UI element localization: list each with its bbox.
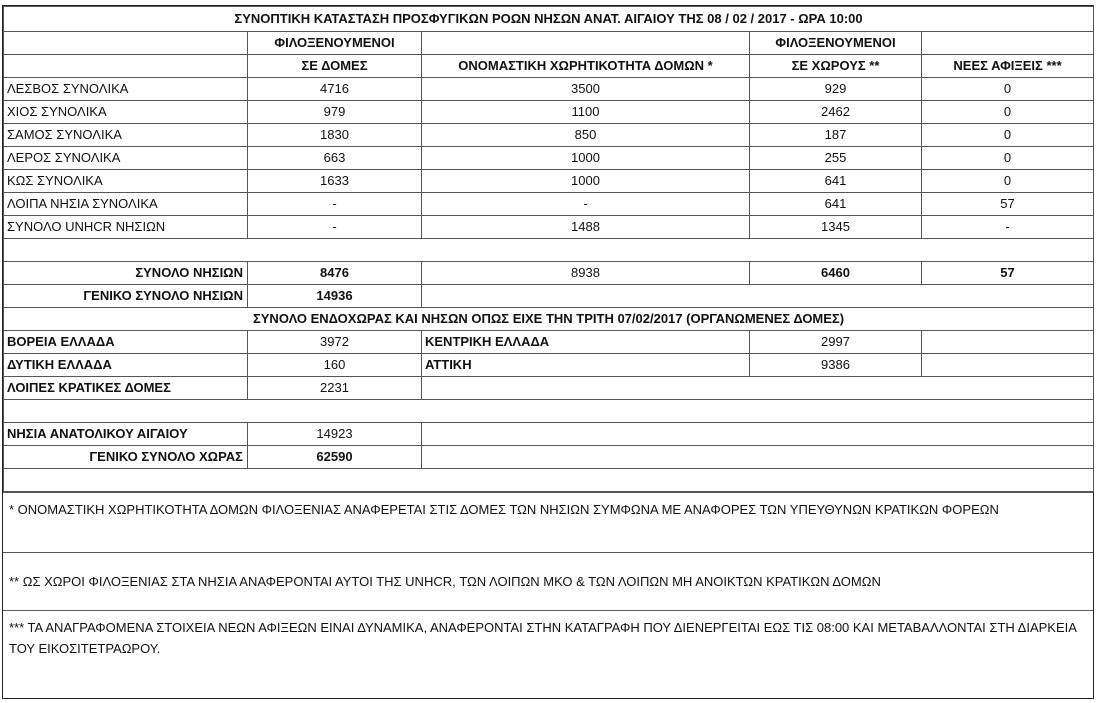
west-greece-label: ΔΥΤΙΚΗ ΕΛΛΑΔΑ [4,354,248,377]
new-arrivals: 0 [922,124,1094,147]
hosted-spaces: 929 [750,78,922,101]
capacity: 1000 [422,170,750,193]
mainland-title: ΣΥΝΟΛΟ ΕΝΔΟΧΩΡΑΣ ΚΑΙ ΝΗΣΩΝ ΟΠΩΣ ΕΙΧΕ ΤΗΝ ΤΡΙΤΗ 07/02/2017 (ΟΡΓΑΝΩΜΕΝΕΣ ΔΟΜΕΣ) [4,308,1094,331]
islands-grand-total-row [4,285,1094,308]
empty-cell [422,446,1094,469]
report-sheet [2,5,1094,699]
islands-total-spaces: 6460 [750,262,922,285]
islands-total-capacity: 8938 [422,262,750,285]
islands-total-label: ΣΥΝΟΛΟ ΝΗΣΙΩΝ [4,262,248,285]
header-hosted-structures-2: ΣΕ ΔΟΜΕΣ [248,55,422,78]
attica-value: 9386 [750,354,922,377]
header-capacity: ΟΝΟΜΑΣΤΙΚΗ ΧΩΡΗΤΙΚΟΤΗΤΑ ΔΟΜΩΝ * [422,55,750,78]
empty-cell [422,423,1094,446]
island-name: ΛΕΣΒΟΣ ΣΥΝΟΛΙΚΑ [4,78,248,101]
islands-total-row [4,262,1094,285]
new-arrivals: 0 [922,170,1094,193]
table-row [4,216,1094,239]
footnotes [3,492,1093,676]
mainland-row-1 [4,331,1094,354]
header-row-1 [4,32,1094,55]
new-arrivals: 57 [922,193,1094,216]
central-greece-value: 2997 [750,331,922,354]
other-structures-label: ΛΟΙΠΕΣ ΚΡΑΤΙΚΕΣ ΔΟΜΕΣ [4,377,248,400]
country-total-label: ΓΕΝΙΚΟ ΣΥΝΟΛΟ ΧΩΡΑΣ [4,446,248,469]
spacer-row [4,239,1094,262]
header-hosted-structures-1: ΦΙΛΟΞΕΝΟΥΜΕΝΟΙ [248,32,422,55]
new-arrivals: 0 [922,78,1094,101]
spacer-cell [4,239,1094,262]
new-arrivals: 0 [922,101,1094,124]
hosted-spaces: 2462 [750,101,922,124]
capacity: 850 [422,124,750,147]
island-name: ΛΕΡΟΣ ΣΥΝΟΛΙΚΑ [4,147,248,170]
island-name: ΣΥΝΟΛΟ UNHCR ΝΗΣΙΩΝ [4,216,248,239]
capacity: - [422,193,750,216]
header-hosted-spaces-2: ΣΕ ΧΩΡΟΥΣ ** [750,55,922,78]
aegean-row [4,423,1094,446]
spacer-row [4,469,1094,492]
aegean-value: 14923 [248,423,422,446]
hosted-spaces: 1345 [750,216,922,239]
header-empty [422,32,750,55]
header-new-arrivals: ΝΕΕΣ ΑΦΙΞΕΙΣ *** [922,55,1094,78]
header-empty [922,32,1094,55]
hosted-structures: 1830 [248,124,422,147]
hosted-structures: - [248,216,422,239]
capacity: 1000 [422,147,750,170]
header-empty [4,32,248,55]
hosted-structures: 979 [248,101,422,124]
new-arrivals: 0 [922,147,1094,170]
country-total-row [4,446,1094,469]
country-total-value: 62590 [248,446,422,469]
hosted-structures: 4716 [248,78,422,101]
table-row [4,101,1094,124]
hosted-structures: 663 [248,147,422,170]
islands-total-structures: 8476 [248,262,422,285]
table-row [4,78,1094,101]
footnote-spaces: ** ΩΣ ΧΩΡΟΙ ΦΙΛΟΞΕΝΙΑΣ ΣΤΑ ΝΗΣΙΑ ΑΝΑΦΕΡΟΝΤΑΙ ΑΥΤΟΙ ΤΗΣ UNHCR, ΤΩΝ ΛΟΙΠΩΝ ΜΚΟ & ΤΩΝ ΛΟΙΠΩΝ ΜΗ ΑΝΟΙΚΤΩΝ ΚΡΑΤΙΚΩΝ ΔΟΜΩΝ [3,552,1093,610]
hosted-spaces: 187 [750,124,922,147]
title-row [4,7,1094,32]
hosted-spaces: 641 [750,170,922,193]
capacity: 1488 [422,216,750,239]
hosted-structures: 1633 [248,170,422,193]
empty-cell [922,354,1094,377]
header-empty [4,55,248,78]
aegean-label: ΝΗΣΙΑ ΑΝΑΤΟΛΙΚΟΥ ΑΙΓΑΙΟΥ [4,423,248,446]
mainland-row-2 [4,354,1094,377]
islands-grand-total-label: ΓΕΝΙΚΟ ΣΥΝΟΛΟ ΝΗΣΙΩΝ [4,285,248,308]
table-row [4,124,1094,147]
footnote-capacity: * ΟΝΟΜΑΣΤΙΚΗ ΧΩΡΗΤΙΚΟΤΗΤΑ ΔΟΜΩΝ ΦΙΛΟΞΕΝΙΑΣ ΑΝΑΦΕΡΕΤΑΙ ΣΤΙΣ ΔΟΜΕΣ ΤΩΝ ΝΗΣΙΩΝ ΣΥΜΦΩΝΑ ΜΕ ΑΝΑΦΟΡΕΣ ΤΩΝ ΥΠΕΥΘΥΝΩΝ ΚΡΑΤΙΚΩΝ ΦΟΡΕΩΝ [3,492,1093,552]
west-greece-value: 160 [248,354,422,377]
north-greece-value: 3972 [248,331,422,354]
north-greece-label: ΒΟΡΕΙΑ ΕΛΛΑΔΑ [4,331,248,354]
capacity: 1100 [422,101,750,124]
hosted-spaces: 255 [750,147,922,170]
footnote-arrivals: *** ΤΑ ΑΝΑΓΡΑΦΟΜΕΝΑ ΣΤΟΙΧΕΙΑ ΝΕΩΝ ΑΦΙΞΕΩΝ ΕΙΝΑΙ ΔΥΝΑΜΙΚΑ, ΑΝΑΦΕΡΟΝΤΑΙ ΣΤΗΝ ΚΑΤΑΓΡΑΦΗ ΠΟΥ ΔΙΕΝΕΡΓΕΙΤΑΙ ΕΩΣ ΤΙΣ 08:00 ΚΑΙ ΜΕΤΑΒΑΛΛΟΝΤΑΙ ΣΤΗ ΔΙΑΡΚΕΙΑ ΤΟΥ ΕΙΚΟΣΙΤΕΤΡΑΩΡΟΥ. [3,610,1093,676]
mainland-row-3 [4,377,1094,400]
empty-cell [422,377,1094,400]
new-arrivals: - [922,216,1094,239]
empty-cell [922,331,1094,354]
spacer-cell [4,469,1094,492]
islands-total-arrivals: 57 [922,262,1094,285]
header-hosted-spaces-1: ΦΙΛΟΞΕΝΟΥΜΕΝΟΙ [750,32,922,55]
island-name: ΚΩΣ ΣΥΝΟΛΙΚΑ [4,170,248,193]
table-row [4,147,1094,170]
table-row [4,193,1094,216]
mainland-title-row [4,308,1094,331]
table-row [4,170,1094,193]
spacer-cell [4,400,1094,423]
island-name: ΣΑΜΟΣ ΣΥΝΟΛΙΚΑ [4,124,248,147]
capacity: 3500 [422,78,750,101]
central-greece-label: ΚΕΝΤΡΙΚΗ ΕΛΛΑΔΑ [422,331,750,354]
header-row-2 [4,55,1094,78]
spacer-row [4,400,1094,423]
island-name: ΛΟΙΠΑ ΝΗΣΙΑ ΣΥΝΟΛΙΚΑ [4,193,248,216]
islands-grand-total-value: 14936 [248,285,422,308]
refugee-flows-table [3,6,1094,492]
empty-cell [422,285,1094,308]
island-name: ΧΙΟΣ ΣΥΝΟΛΙΚΑ [4,101,248,124]
report-title: ΣΥΝΟΠΤΙΚΗ ΚΑΤΑΣΤΑΣΗ ΠΡΟΣΦΥΓΙΚΩΝ ΡΟΩΝ ΝΗΣΩΝ ΑΝΑΤ. ΑΙΓΑΙΟΥ ΤΗΣ 08 / 02 / 2017 - ΩΡΑ 10:00 [4,7,1094,32]
attica-label: ΑΤΤΙΚΗ [422,354,750,377]
hosted-structures: - [248,193,422,216]
hosted-spaces: 641 [750,193,922,216]
other-structures-value: 2231 [248,377,422,400]
